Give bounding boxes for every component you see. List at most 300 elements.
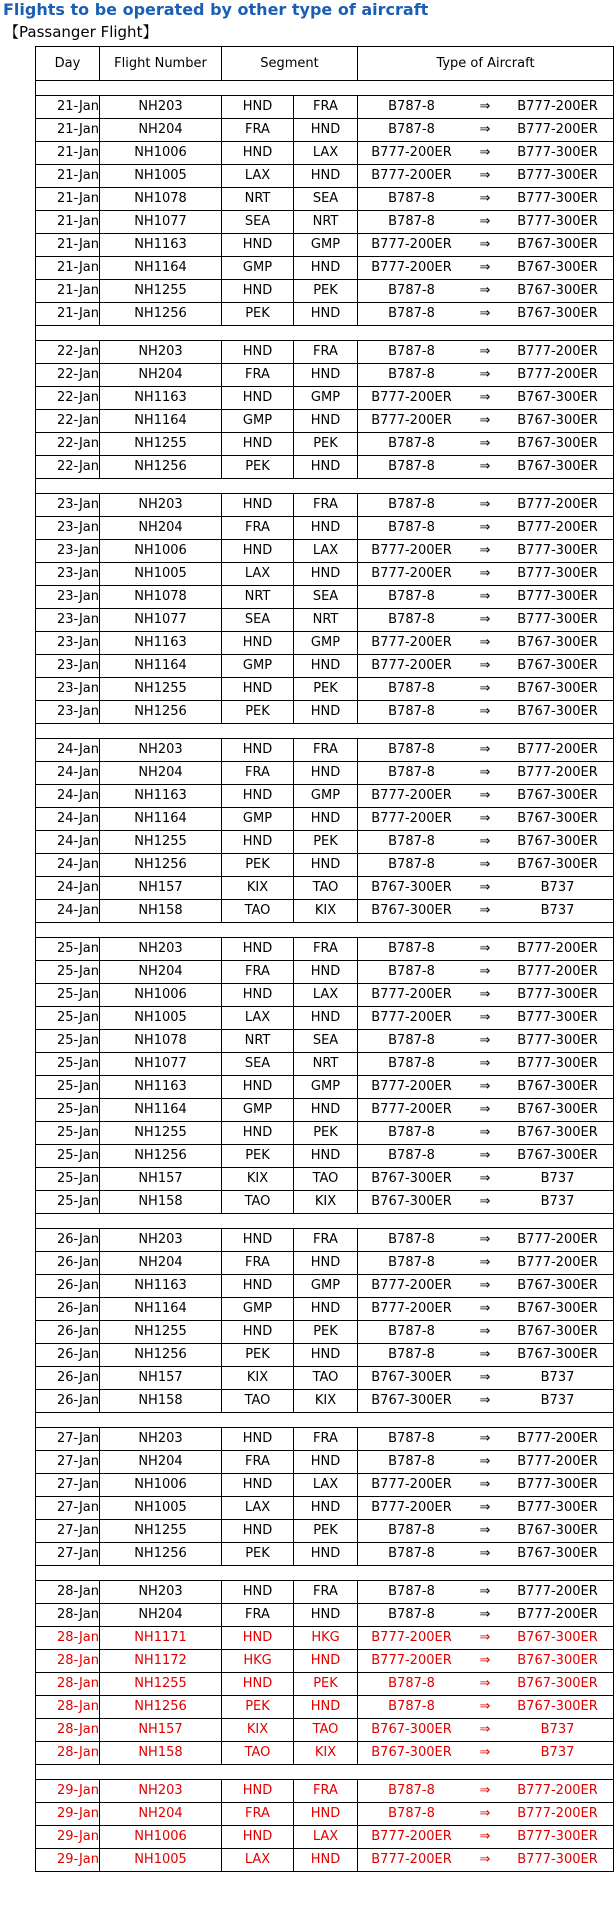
day-cell: 25-Jan <box>36 938 100 961</box>
table-row <box>36 678 614 701</box>
arrow-icon: ⇒ <box>479 1171 491 1186</box>
segment-to-cell: FRA <box>294 1780 358 1803</box>
table-row <box>36 280 614 303</box>
group-separator-cell <box>36 1765 614 1780</box>
segment-to-cell: KIX <box>294 1390 358 1413</box>
table-row <box>36 1229 614 1252</box>
aircraft-to: B777-300ER <box>517 1829 598 1844</box>
table-row <box>36 494 614 517</box>
day-cell: 28-Jan <box>36 1742 100 1765</box>
aircraft-to: B777-200ER <box>517 344 598 359</box>
arrow-icon: ⇒ <box>479 459 491 474</box>
group-separator <box>36 326 614 341</box>
arrow-icon: ⇒ <box>479 1347 491 1362</box>
flight-number-cell: NH1164 <box>100 655 222 678</box>
flight-number-cell: NH1255 <box>100 433 222 456</box>
aircraft-to: B767-300ER <box>517 811 598 826</box>
day-cell: 26-Jan <box>36 1229 100 1252</box>
aircraft-to: B767-300ER <box>517 857 598 872</box>
aircraft-to: B737 <box>540 903 575 918</box>
segment-from-cell: HND <box>222 1581 294 1604</box>
segment-to-cell: PEK <box>294 831 358 854</box>
aircraft-cell <box>358 984 614 1007</box>
flight-number-cell: NH1172 <box>100 1650 222 1673</box>
segment-from-cell: LAX <box>222 165 294 188</box>
segment-to-cell: LAX <box>294 142 358 165</box>
header-day: Day <box>36 47 100 81</box>
segment-from-cell: PEK <box>222 1696 294 1719</box>
aircraft-to: B767-300ER <box>517 459 598 474</box>
flight-number-cell: NH1006 <box>100 142 222 165</box>
flight-number-cell: NH204 <box>100 961 222 984</box>
arrow-icon: ⇒ <box>479 1477 491 1492</box>
aircraft-cell <box>358 1696 614 1719</box>
arrow-icon: ⇒ <box>479 681 491 696</box>
flight-number-cell: NH1164 <box>100 808 222 831</box>
aircraft-from: B787-8 <box>388 344 435 359</box>
segment-from-cell: PEK <box>222 1543 294 1566</box>
flight-number-cell: NH1256 <box>100 1145 222 1168</box>
flight-number-cell: NH1255 <box>100 280 222 303</box>
segment-from-cell: FRA <box>222 762 294 785</box>
aircraft-to: B767-300ER <box>517 1301 598 1316</box>
day-cell: 23-Jan <box>36 655 100 678</box>
flight-number-cell: NH158 <box>100 1191 222 1214</box>
day-cell: 25-Jan <box>36 984 100 1007</box>
aircraft-from: B777-200ER <box>371 260 452 275</box>
aircraft-cell <box>358 1298 614 1321</box>
segment-from-cell: PEK <box>222 456 294 479</box>
arrow-icon: ⇒ <box>479 1431 491 1446</box>
aircraft-to: B767-300ER <box>517 1347 598 1362</box>
segment-from-cell: FRA <box>222 517 294 540</box>
aircraft-to: B767-300ER <box>517 681 598 696</box>
aircraft-cell <box>358 1497 614 1520</box>
flight-number-cell: NH1163 <box>100 1076 222 1099</box>
aircraft-cell <box>358 1826 614 1849</box>
arrow-icon: ⇒ <box>479 543 491 558</box>
segment-from-cell: GMP <box>222 410 294 433</box>
segment-to-cell: HND <box>294 655 358 678</box>
segment-from-cell: KIX <box>222 877 294 900</box>
aircraft-to: B767-300ER <box>517 658 598 673</box>
aircraft-from: B787-8 <box>388 681 435 696</box>
day-cell: 25-Jan <box>36 1122 100 1145</box>
aircraft-cell <box>358 1053 614 1076</box>
aircraft-from: B777-200ER <box>371 1102 452 1117</box>
day-cell: 23-Jan <box>36 540 100 563</box>
table-row <box>36 387 614 410</box>
table-row <box>36 1275 614 1298</box>
flight-number-cell: NH1255 <box>100 831 222 854</box>
aircraft-from: B787-8 <box>388 122 435 137</box>
aircraft-from: B777-200ER <box>371 543 452 558</box>
aircraft-cell <box>358 1145 614 1168</box>
segment-to-cell: HND <box>294 854 358 877</box>
flight-number-cell: NH203 <box>100 341 222 364</box>
aircraft-cell <box>358 1428 614 1451</box>
group-separator <box>36 1214 614 1229</box>
aircraft-from: B787-8 <box>388 191 435 206</box>
segment-to-cell: PEK <box>294 433 358 456</box>
table-header-row <box>36 47 614 81</box>
flight-number-cell: NH158 <box>100 900 222 923</box>
table-row <box>36 1122 614 1145</box>
aircraft-to: B777-200ER <box>517 1232 598 1247</box>
flight-number-cell: NH1164 <box>100 1099 222 1122</box>
aircraft-cell <box>358 1451 614 1474</box>
day-cell: 28-Jan <box>36 1673 100 1696</box>
aircraft-from: B787-8 <box>388 459 435 474</box>
aircraft-to: B767-300ER <box>517 1148 598 1163</box>
flight-number-cell: NH204 <box>100 1604 222 1627</box>
aircraft-cell <box>358 1543 614 1566</box>
segment-to-cell: HND <box>294 257 358 280</box>
aircraft-cell <box>358 831 614 854</box>
aircraft-from: B777-200ER <box>371 566 452 581</box>
group-separator <box>36 479 614 494</box>
aircraft-from: B787-8 <box>388 742 435 757</box>
segment-to-cell: GMP <box>294 1076 358 1099</box>
aircraft-cell <box>358 1030 614 1053</box>
flight-number-cell: NH1256 <box>100 456 222 479</box>
aircraft-from: B777-200ER <box>371 1500 452 1515</box>
arrow-icon: ⇒ <box>479 964 491 979</box>
arrow-icon: ⇒ <box>479 260 491 275</box>
table-row <box>36 655 614 678</box>
aircraft-from: B787-8 <box>388 1324 435 1339</box>
aircraft-cell <box>358 387 614 410</box>
arrow-icon: ⇒ <box>479 1125 491 1140</box>
flight-number-cell: NH1256 <box>100 1543 222 1566</box>
day-cell: 27-Jan <box>36 1543 100 1566</box>
day-cell: 23-Jan <box>36 517 100 540</box>
arrow-icon: ⇒ <box>479 941 491 956</box>
group-separator-cell <box>36 81 614 96</box>
aircraft-cell <box>358 540 614 563</box>
table-row <box>36 1321 614 1344</box>
day-cell: 26-Jan <box>36 1367 100 1390</box>
table-row <box>36 188 614 211</box>
aircraft-cell <box>358 586 614 609</box>
aircraft-cell <box>358 142 614 165</box>
table-row <box>36 433 614 456</box>
table-row <box>36 1076 614 1099</box>
arrow-icon: ⇒ <box>479 1584 491 1599</box>
aircraft-from: B787-8 <box>388 1546 435 1561</box>
segment-to-cell: PEK <box>294 1673 358 1696</box>
table-row <box>36 1497 614 1520</box>
segment-to-cell: HND <box>294 808 358 831</box>
day-cell: 23-Jan <box>36 494 100 517</box>
group-separator-cell <box>36 479 614 494</box>
day-cell: 23-Jan <box>36 609 100 632</box>
aircraft-from: B787-8 <box>388 1033 435 1048</box>
day-cell: 26-Jan <box>36 1390 100 1413</box>
aircraft-from: B767-300ER <box>371 1171 452 1186</box>
aircraft-from: B767-300ER <box>371 1194 452 1209</box>
segment-from-cell: SEA <box>222 1053 294 1076</box>
segment-from-cell: PEK <box>222 1145 294 1168</box>
flight-number-cell: NH203 <box>100 1428 222 1451</box>
flight-number-cell: NH1163 <box>100 785 222 808</box>
aircraft-from: B787-8 <box>388 497 435 512</box>
segment-to-cell: SEA <box>294 1030 358 1053</box>
segment-to-cell: PEK <box>294 1321 358 1344</box>
group-separator-cell <box>36 1214 614 1229</box>
day-cell: 28-Jan <box>36 1627 100 1650</box>
table-row <box>36 1191 614 1214</box>
day-cell: 25-Jan <box>36 1191 100 1214</box>
flight-number-cell: NH1005 <box>100 165 222 188</box>
day-cell: 29-Jan <box>36 1780 100 1803</box>
aircraft-to: B767-300ER <box>517 1125 598 1140</box>
segment-from-cell: TAO <box>222 1742 294 1765</box>
flight-number-cell: NH1005 <box>100 1007 222 1030</box>
segment-to-cell: PEK <box>294 678 358 701</box>
segment-to-cell: FRA <box>294 494 358 517</box>
aircraft-cell <box>358 1099 614 1122</box>
arrow-icon: ⇒ <box>479 1523 491 1538</box>
aircraft-cell <box>358 96 614 119</box>
flight-number-cell: NH1006 <box>100 984 222 1007</box>
table-row <box>36 632 614 655</box>
arrow-icon: ⇒ <box>479 344 491 359</box>
aircraft-cell <box>358 410 614 433</box>
aircraft-cell <box>358 1650 614 1673</box>
arrow-icon: ⇒ <box>479 1852 491 1867</box>
aircraft-cell <box>358 739 614 762</box>
aircraft-cell <box>358 188 614 211</box>
table-row <box>36 1344 614 1367</box>
table-row <box>36 586 614 609</box>
day-cell: 23-Jan <box>36 678 100 701</box>
segment-from-cell: HND <box>222 1428 294 1451</box>
day-cell: 28-Jan <box>36 1650 100 1673</box>
arrow-icon: ⇒ <box>479 1079 491 1094</box>
segment-to-cell: TAO <box>294 1168 358 1191</box>
flight-number-cell: NH157 <box>100 1719 222 1742</box>
segment-from-cell: HND <box>222 494 294 517</box>
segment-from-cell: FRA <box>222 119 294 142</box>
segment-from-cell: HND <box>222 1520 294 1543</box>
aircraft-from: B787-8 <box>388 1523 435 1538</box>
day-cell: 29-Jan <box>36 1826 100 1849</box>
aircraft-to: B767-300ER <box>517 1324 598 1339</box>
segment-to-cell: LAX <box>294 1826 358 1849</box>
flight-number-cell: NH1255 <box>100 1673 222 1696</box>
aircraft-from: B777-200ER <box>371 1278 452 1293</box>
day-cell: 24-Jan <box>36 877 100 900</box>
aircraft-from: B787-8 <box>388 1347 435 1362</box>
segment-to-cell: HND <box>294 364 358 387</box>
aircraft-to: B767-300ER <box>517 834 598 849</box>
aircraft-to: B767-300ER <box>517 704 598 719</box>
segment-to-cell: LAX <box>294 1474 358 1497</box>
flight-number-cell: NH1163 <box>100 387 222 410</box>
segment-from-cell: FRA <box>222 1451 294 1474</box>
arrow-icon: ⇒ <box>479 903 491 918</box>
arrow-icon: ⇒ <box>479 1630 491 1645</box>
arrow-icon: ⇒ <box>479 390 491 405</box>
segment-from-cell: PEK <box>222 701 294 724</box>
day-cell: 21-Jan <box>36 234 100 257</box>
segment-from-cell: GMP <box>222 257 294 280</box>
arrow-icon: ⇒ <box>479 1454 491 1469</box>
aircraft-to: B777-200ER <box>517 1584 598 1599</box>
aircraft-from: B787-8 <box>388 704 435 719</box>
segment-from-cell: HKG <box>222 1650 294 1673</box>
aircraft-to: B777-200ER <box>517 1806 598 1821</box>
table-row <box>36 609 614 632</box>
aircraft-cell <box>358 1780 614 1803</box>
flight-number-cell: NH1164 <box>100 257 222 280</box>
segment-to-cell: HND <box>294 165 358 188</box>
arrow-icon: ⇒ <box>479 367 491 382</box>
aircraft-cell <box>358 1581 614 1604</box>
segment-from-cell: TAO <box>222 1191 294 1214</box>
segment-from-cell: HND <box>222 1627 294 1650</box>
segment-to-cell: LAX <box>294 540 358 563</box>
aircraft-cell <box>358 961 614 984</box>
group-separator <box>36 1566 614 1581</box>
aircraft-from: B777-200ER <box>371 1852 452 1867</box>
aircraft-to: B777-300ER <box>517 1033 598 1048</box>
segment-from-cell: HND <box>222 1076 294 1099</box>
segment-to-cell: NRT <box>294 609 358 632</box>
aircraft-cell <box>358 1474 614 1497</box>
aircraft-from: B787-8 <box>388 1806 435 1821</box>
aircraft-cell <box>358 1390 614 1413</box>
segment-to-cell: GMP <box>294 1275 358 1298</box>
table-row <box>36 119 614 142</box>
day-cell: 22-Jan <box>36 364 100 387</box>
arrow-icon: ⇒ <box>479 1102 491 1117</box>
aircraft-cell <box>358 655 614 678</box>
segment-from-cell: HND <box>222 341 294 364</box>
segment-from-cell: KIX <box>222 1168 294 1191</box>
table-row <box>36 854 614 877</box>
day-cell: 21-Jan <box>36 165 100 188</box>
flight-number-cell: NH1077 <box>100 609 222 632</box>
aircraft-cell <box>358 119 614 142</box>
arrow-icon: ⇒ <box>479 834 491 849</box>
aircraft-to: B737 <box>540 1194 575 1209</box>
aircraft-cell <box>358 280 614 303</box>
segment-to-cell: HND <box>294 1650 358 1673</box>
aircraft-cell <box>358 1367 614 1390</box>
segment-to-cell: HND <box>294 1298 358 1321</box>
segment-from-cell: HND <box>222 938 294 961</box>
table-row <box>36 984 614 1007</box>
segment-from-cell: PEK <box>222 854 294 877</box>
aircraft-cell <box>358 1191 614 1214</box>
flights-body <box>36 81 614 1872</box>
group-separator <box>36 81 614 96</box>
segment-from-cell: HND <box>222 632 294 655</box>
day-cell: 28-Jan <box>36 1719 100 1742</box>
segment-from-cell: HND <box>222 280 294 303</box>
aircraft-from: B787-8 <box>388 99 435 114</box>
arrow-icon: ⇒ <box>479 589 491 604</box>
aircraft-from: B777-200ER <box>371 168 452 183</box>
segment-from-cell: PEK <box>222 303 294 326</box>
segment-to-cell: HND <box>294 1145 358 1168</box>
segment-to-cell: HND <box>294 961 358 984</box>
arrow-icon: ⇒ <box>479 1370 491 1385</box>
table-row <box>36 1673 614 1696</box>
aircraft-to: B777-300ER <box>517 191 598 206</box>
table-row <box>36 1252 614 1275</box>
arrow-icon: ⇒ <box>479 1148 491 1163</box>
day-cell: 25-Jan <box>36 961 100 984</box>
segment-from-cell: HND <box>222 387 294 410</box>
segment-to-cell: PEK <box>294 280 358 303</box>
aircraft-to: B777-300ER <box>517 612 598 627</box>
segment-from-cell: GMP <box>222 808 294 831</box>
arrow-icon: ⇒ <box>479 987 491 1002</box>
table-row <box>36 563 614 586</box>
segment-from-cell: SEA <box>222 609 294 632</box>
segment-from-cell: HND <box>222 1474 294 1497</box>
aircraft-from: B787-8 <box>388 1699 435 1714</box>
table-row <box>36 1543 614 1566</box>
segment-from-cell: KIX <box>222 1367 294 1390</box>
segment-to-cell: FRA <box>294 1581 358 1604</box>
aircraft-from: B787-8 <box>388 1676 435 1691</box>
aircraft-to: B767-300ER <box>517 1676 598 1691</box>
table-row <box>36 1780 614 1803</box>
aircraft-cell <box>358 938 614 961</box>
aircraft-cell <box>358 1673 614 1696</box>
day-cell: 28-Jan <box>36 1696 100 1719</box>
segment-from-cell: HND <box>222 1275 294 1298</box>
flight-number-cell: NH1255 <box>100 1321 222 1344</box>
flight-number-cell: NH1077 <box>100 211 222 234</box>
flight-number-cell: NH203 <box>100 494 222 517</box>
aircraft-to: B767-300ER <box>517 283 598 298</box>
aircraft-from: B787-8 <box>388 367 435 382</box>
aircraft-cell <box>358 364 614 387</box>
table-row <box>36 831 614 854</box>
aircraft-from: B787-8 <box>388 941 435 956</box>
flight-number-cell: NH158 <box>100 1390 222 1413</box>
segment-from-cell: HND <box>222 142 294 165</box>
arrow-icon: ⇒ <box>479 1033 491 1048</box>
table-row <box>36 1849 614 1872</box>
day-cell: 23-Jan <box>36 701 100 724</box>
day-cell: 27-Jan <box>36 1428 100 1451</box>
day-cell: 24-Jan <box>36 900 100 923</box>
segment-from-cell: HND <box>222 1673 294 1696</box>
flight-number-cell: NH203 <box>100 1229 222 1252</box>
flight-number-cell: NH1164 <box>100 410 222 433</box>
arrow-icon: ⇒ <box>479 811 491 826</box>
segment-to-cell: HND <box>294 456 358 479</box>
flight-number-cell: NH1006 <box>100 1826 222 1849</box>
aircraft-cell <box>358 1321 614 1344</box>
arrow-icon: ⇒ <box>479 880 491 895</box>
arrow-icon: ⇒ <box>479 122 491 137</box>
day-cell: 29-Jan <box>36 1849 100 1872</box>
table-row <box>36 1826 614 1849</box>
table-row <box>36 1581 614 1604</box>
aircraft-to: B737 <box>540 1745 575 1760</box>
segment-from-cell: KIX <box>222 1719 294 1742</box>
aircraft-to: B737 <box>540 1722 575 1737</box>
arrow-icon: ⇒ <box>479 1255 491 1270</box>
flight-number-cell: NH1078 <box>100 586 222 609</box>
